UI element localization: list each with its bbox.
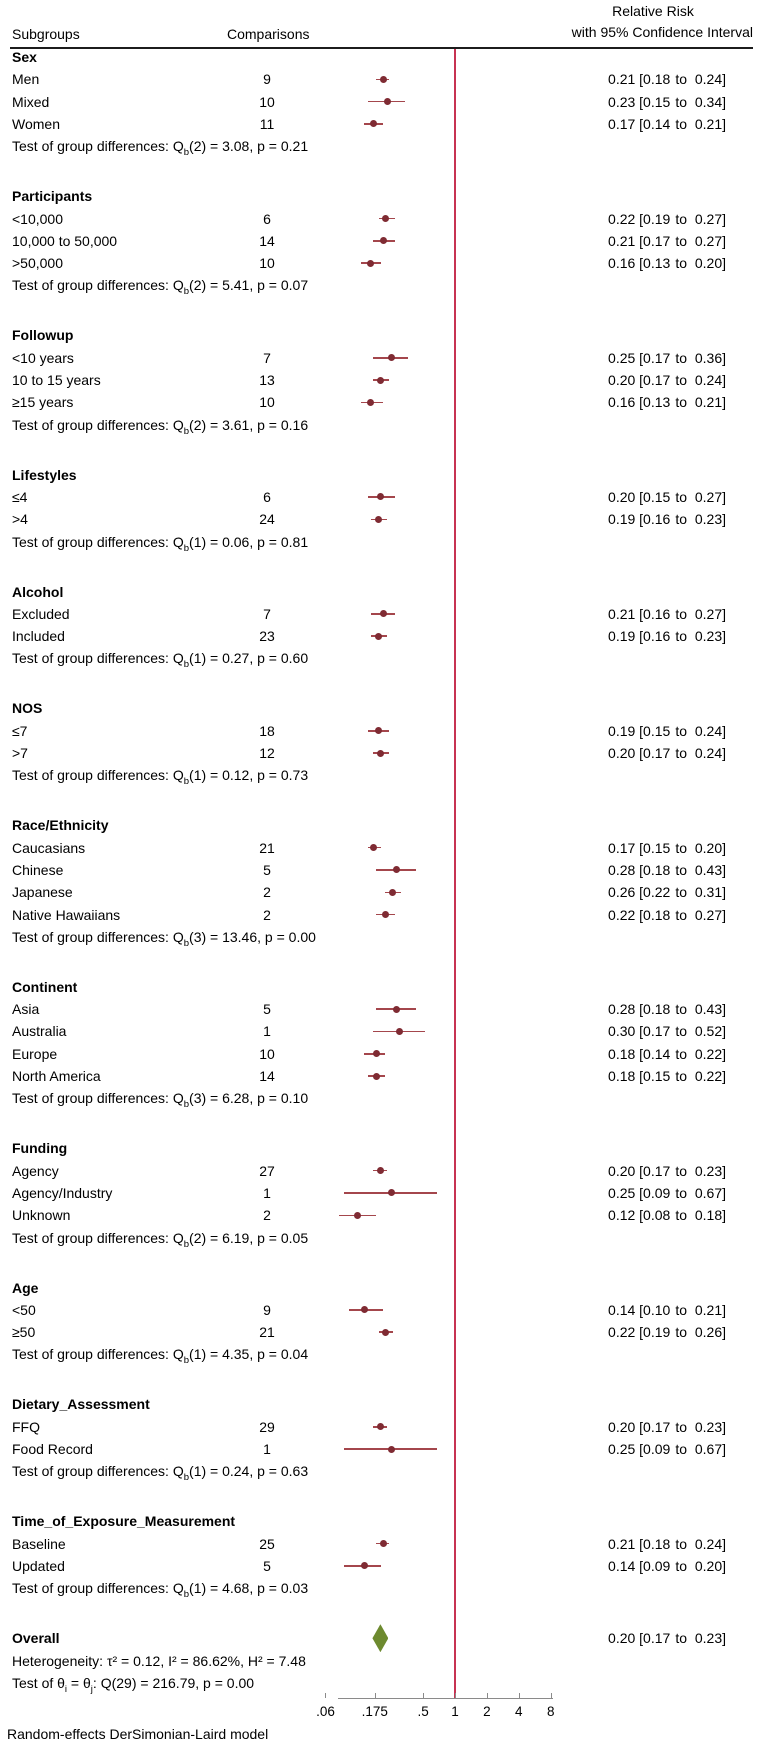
row-comparisons-count: 7 bbox=[263, 605, 271, 622]
point-estimate-marker bbox=[377, 377, 384, 384]
section-header: Funding bbox=[12, 1140, 68, 1157]
forest-row bbox=[0, 1182, 760, 1204]
point-estimate-marker bbox=[382, 1329, 389, 1336]
axis-tick-label: 4 bbox=[515, 1704, 523, 1719]
row-label: <50 bbox=[12, 1301, 36, 1318]
group-difference-test-text: Test of group differences: $Q_b(1) = 4.68$, p = 0.03 bbox=[12, 1580, 309, 1600]
row-label: Caucasians bbox=[12, 839, 86, 856]
row-comparisons-count: 21 bbox=[259, 1324, 275, 1341]
row-comparisons-count: 5 bbox=[263, 861, 271, 878]
point-estimate-marker bbox=[388, 354, 395, 361]
row-comparisons-count: 29 bbox=[259, 1418, 275, 1435]
row-comparisons-count: 2 bbox=[263, 884, 271, 901]
axis-tick-label: .06 bbox=[316, 1704, 335, 1719]
axis-tick bbox=[519, 1693, 520, 1698]
forest-row bbox=[0, 252, 760, 274]
row-estimate-text: 0.21 [0.17 to 0.27] bbox=[608, 232, 726, 249]
forest-row bbox=[0, 68, 760, 90]
row-estimate-text: 0.17 [0.14 to 0.21] bbox=[608, 115, 726, 132]
group-difference-test-text: Test of group differences: $Q_b(1) = 0.12$, p = 0.73 bbox=[12, 767, 309, 788]
point-estimate-marker bbox=[354, 1212, 361, 1219]
row-comparisons-count: 21 bbox=[259, 839, 275, 856]
forest-row bbox=[0, 1627, 760, 1649]
forest-row bbox=[0, 647, 760, 669]
point-estimate-marker bbox=[375, 727, 382, 734]
section-header: Dietary_Assessment bbox=[12, 1396, 150, 1413]
section-header: Lifestyles bbox=[12, 466, 77, 483]
row-estimate-text: 0.16 [0.13 to 0.20] bbox=[608, 255, 726, 272]
row-label: Australia bbox=[12, 1023, 67, 1040]
forest-row bbox=[0, 837, 760, 859]
row-label: Agency bbox=[12, 1162, 59, 1179]
row-estimate-text: 0.17 [0.15 to 0.20] bbox=[608, 839, 726, 856]
forest-row bbox=[0, 1510, 760, 1532]
row-label: 10 to 15 years bbox=[12, 372, 101, 388]
forest-row bbox=[0, 1416, 760, 1438]
row-label: Mixed bbox=[12, 93, 50, 110]
row-estimate-text: 0.19 [0.16 to 0.23] bbox=[608, 511, 726, 528]
point-estimate-marker bbox=[382, 215, 389, 222]
row-comparisons-count: 2 bbox=[263, 906, 271, 923]
row-estimate-text: 0.20 [0.17 to 0.24] bbox=[608, 372, 726, 388]
row-label: <10 years bbox=[12, 349, 74, 366]
group-difference-test-text: Test of group differences: $Q_b(3) = 6.28$, p = 0.10 bbox=[12, 1090, 309, 1111]
row-estimate-text: 0.22 [0.19 to 0.27] bbox=[608, 210, 726, 227]
forest-row bbox=[0, 46, 760, 68]
row-comparisons-count: 27 bbox=[259, 1162, 275, 1179]
forest-row bbox=[0, 720, 760, 742]
point-estimate-marker bbox=[367, 399, 374, 406]
point-estimate-marker bbox=[384, 98, 391, 105]
forest-row bbox=[0, 1577, 760, 1599]
row-estimate-text: 0.25 [0.09 to 0.67] bbox=[608, 1184, 726, 1201]
row-estimate-text: 0.16 [0.13 to 0.21] bbox=[608, 394, 726, 411]
row-comparisons-count: 1 bbox=[263, 1184, 271, 1201]
forest-row bbox=[0, 1065, 760, 1087]
axis-tick bbox=[423, 1693, 424, 1698]
row-label: Included bbox=[12, 628, 65, 645]
forest-row bbox=[0, 347, 760, 369]
row-comparisons-count: 23 bbox=[259, 628, 275, 645]
row-label: 10,000 to 50,000 bbox=[12, 232, 118, 249]
forest-row bbox=[0, 185, 760, 207]
forest-row bbox=[0, 1533, 760, 1555]
axis-tick-label: .175 bbox=[361, 1704, 388, 1719]
forest-row bbox=[0, 486, 760, 508]
row-comparisons-count: 2 bbox=[263, 1207, 271, 1224]
column-header-subgroups: Subgroups bbox=[12, 26, 80, 42]
axis-tick bbox=[551, 1693, 552, 1698]
row-label: Chinese bbox=[12, 861, 64, 878]
row-comparisons-count: 9 bbox=[263, 71, 271, 88]
section-header: Continent bbox=[12, 978, 78, 995]
forest-row bbox=[0, 1321, 760, 1343]
point-estimate-marker bbox=[373, 1050, 380, 1057]
point-estimate-marker bbox=[367, 260, 374, 267]
point-estimate-marker bbox=[388, 1446, 395, 1453]
forest-row bbox=[0, 464, 760, 486]
forest-row bbox=[0, 1393, 760, 1415]
row-comparisons-count: 10 bbox=[259, 394, 275, 411]
row-estimate-text: 0.20 [0.17 to 0.23] bbox=[608, 1162, 726, 1179]
forest-row bbox=[0, 324, 760, 346]
forest-row bbox=[0, 1137, 760, 1159]
group-difference-test-text: Test of group differences: $Q_b(1) = 0.24$, p = 0.63 bbox=[12, 1463, 309, 1484]
point-estimate-marker bbox=[393, 1006, 400, 1013]
model-footnote: Random-effects DerSimonian-Laird model bbox=[7, 1726, 269, 1742]
point-estimate-marker bbox=[370, 120, 377, 127]
x-axis-line bbox=[338, 1698, 553, 1699]
row-estimate-text: 0.21 [0.18 to 0.24] bbox=[608, 1535, 726, 1552]
row-label: Asia bbox=[12, 1001, 40, 1018]
forest-row bbox=[0, 1650, 760, 1672]
axis-tick-label: 8 bbox=[546, 1704, 555, 1719]
forest-row bbox=[0, 208, 760, 230]
point-estimate-marker bbox=[389, 889, 396, 896]
point-estimate-marker bbox=[380, 237, 387, 244]
point-estimate-marker bbox=[380, 610, 387, 617]
group-difference-test-text: Test of group differences: $Q_b(1) = 0.27$, p = 0.60 bbox=[12, 650, 309, 671]
homogeneity-test-text: Test of $\theta_i = \theta_j$: Q(29) = 216.79, p = 0.00 bbox=[12, 1674, 255, 1695]
point-estimate-marker bbox=[377, 1167, 384, 1174]
row-label: Updated bbox=[12, 1557, 65, 1574]
row-comparisons-count: 5 bbox=[263, 1001, 271, 1018]
row-estimate-text: 0.14 [0.10 to 0.21] bbox=[608, 1301, 726, 1318]
axis-tick bbox=[325, 1693, 326, 1698]
row-label: North America bbox=[12, 1068, 101, 1084]
axis-tick-label: .5 bbox=[417, 1704, 429, 1719]
row-estimate-text: 0.22 [0.19 to 0.26] bbox=[608, 1324, 726, 1341]
heterogeneity-text: Heterogeneity: τ² = 0.12, I² = 86.62%, H² = 7.48 bbox=[12, 1652, 306, 1669]
row-estimate-text: 0.19 [0.16 to 0.23] bbox=[608, 628, 726, 645]
forest-row bbox=[0, 414, 760, 436]
group-difference-test-text: Test of group differences: $Q_b(3) = 13.46$, p = 0.00 bbox=[12, 928, 316, 949]
forest-row bbox=[0, 814, 760, 836]
row-comparisons-count: 13 bbox=[259, 372, 275, 388]
row-label: Baseline bbox=[12, 1535, 66, 1552]
row-comparisons-count: 12 bbox=[259, 745, 275, 761]
row-label: Europe bbox=[12, 1045, 58, 1062]
row-comparisons-count: 14 bbox=[259, 1068, 275, 1084]
row-estimate-text: 0.14 [0.09 to 0.20] bbox=[608, 1557, 726, 1574]
point-estimate-marker bbox=[361, 1562, 368, 1569]
row-comparisons-count: 6 bbox=[263, 210, 271, 227]
row-label: Agency/Industry bbox=[12, 1184, 113, 1201]
row-estimate-text: 0.28 [0.18 to 0.43] bbox=[608, 861, 726, 878]
point-estimate-marker bbox=[396, 1028, 403, 1035]
row-estimate-text: 0.21 [0.18 to 0.24] bbox=[608, 71, 726, 88]
row-comparisons-count: 25 bbox=[259, 1535, 275, 1552]
point-estimate-marker bbox=[375, 516, 382, 523]
row-label: <10,000 bbox=[12, 210, 63, 227]
row-comparisons-count: 14 bbox=[259, 232, 275, 249]
row-estimate-text: 0.21 [0.16 to 0.27] bbox=[608, 605, 726, 622]
forest-row bbox=[0, 1438, 760, 1460]
point-estimate-marker bbox=[373, 1073, 380, 1080]
section-header: NOS bbox=[12, 700, 43, 717]
forest-row bbox=[0, 531, 760, 553]
axis-tick-label: 1 bbox=[451, 1704, 459, 1719]
forest-row bbox=[0, 742, 760, 764]
forest-row bbox=[0, 508, 760, 530]
point-estimate-marker bbox=[377, 493, 384, 500]
row-comparisons-count: 5 bbox=[263, 1557, 271, 1574]
row-comparisons-count: 10 bbox=[259, 255, 275, 272]
forest-row bbox=[0, 581, 760, 603]
forest-row bbox=[0, 926, 760, 948]
row-comparisons-count: 1 bbox=[263, 1023, 271, 1040]
row-label: Men bbox=[12, 71, 40, 88]
row-label: >7 bbox=[12, 745, 28, 761]
forest-row bbox=[0, 1204, 760, 1226]
row-comparisons-count: 18 bbox=[259, 722, 275, 739]
overall-diamond bbox=[372, 1624, 388, 1652]
section-header: Participants bbox=[12, 188, 93, 205]
row-label: Native Hawaiians bbox=[12, 906, 121, 923]
row-comparisons-count: 24 bbox=[259, 511, 275, 528]
forest-row bbox=[0, 1277, 760, 1299]
row-comparisons-count: 6 bbox=[263, 488, 271, 505]
group-difference-test-text: Test of group differences: $Q_b(1) = 0.06$, p = 0.81 bbox=[12, 533, 309, 554]
overall-label: Overall bbox=[12, 1630, 60, 1647]
forest-row bbox=[0, 697, 760, 719]
row-comparisons-count: 11 bbox=[259, 115, 275, 132]
forest-row bbox=[0, 1555, 760, 1577]
forest-row bbox=[0, 881, 760, 903]
section-header: Race/Ethnicity bbox=[12, 817, 109, 834]
point-estimate-marker bbox=[377, 1423, 384, 1430]
forest-row bbox=[0, 904, 760, 926]
forest-row bbox=[0, 998, 760, 1020]
row-label: Food Record bbox=[12, 1441, 93, 1457]
group-difference-test-text: Test of group differences: $Q_b(2) = 3.08$, p = 0.21 bbox=[12, 138, 309, 158]
forest-row bbox=[0, 625, 760, 647]
forest-row bbox=[0, 1087, 760, 1109]
point-estimate-marker bbox=[380, 1540, 387, 1547]
group-difference-test-text: Test of group differences: $Q_b(2) = 5.41$, p = 0.07 bbox=[12, 277, 309, 298]
column-header-comparisons: Comparisons bbox=[227, 26, 310, 42]
row-comparisons-count: 9 bbox=[263, 1301, 271, 1318]
forest-row bbox=[0, 369, 760, 391]
row-estimate-text: 0.28 [0.18 to 0.43] bbox=[608, 1001, 726, 1018]
section-header: Alcohol bbox=[12, 583, 64, 600]
row-estimate-text: 0.20 [0.15 to 0.27] bbox=[608, 488, 726, 505]
row-label: FFQ bbox=[12, 1418, 40, 1435]
forest-row bbox=[0, 91, 760, 113]
section-header: Time_of_Exposure_Measurement bbox=[12, 1513, 236, 1530]
row-estimate-text: 0.25 [0.17 to 0.36] bbox=[608, 349, 726, 366]
forest-row bbox=[0, 1020, 760, 1042]
forest-row bbox=[0, 230, 760, 252]
point-estimate-marker bbox=[388, 1189, 395, 1196]
row-estimate-text: 0.19 [0.15 to 0.24] bbox=[608, 722, 726, 739]
forest-row bbox=[0, 1299, 760, 1321]
row-label: >50,000 bbox=[12, 255, 63, 272]
point-estimate-marker bbox=[393, 866, 400, 873]
row-estimate-text: 0.25 [0.09 to 0.67] bbox=[608, 1441, 726, 1457]
row-estimate-text: 0.20 [0.17 to 0.23] bbox=[608, 1630, 726, 1647]
row-comparisons-count: 10 bbox=[259, 93, 275, 110]
section-header: Sex bbox=[12, 49, 37, 65]
row-estimate-text: 0.26 [0.22 to 0.31] bbox=[608, 884, 726, 901]
effect-header-line2: with 95% Confidence Interval bbox=[571, 24, 753, 40]
point-estimate-marker bbox=[377, 750, 384, 757]
section-header: Age bbox=[12, 1279, 39, 1296]
row-comparisons-count: 1 bbox=[263, 1441, 271, 1457]
row-label: Unknown bbox=[12, 1207, 71, 1224]
row-comparisons-count: 7 bbox=[263, 349, 271, 366]
forest-row bbox=[0, 1343, 760, 1365]
row-label: Japanese bbox=[12, 884, 73, 901]
row-label: Women bbox=[12, 115, 60, 132]
group-difference-test-text: Test of group differences: $Q_b(1) = 4.35$, p = 0.04 bbox=[12, 1346, 309, 1367]
forest-row bbox=[0, 603, 760, 625]
row-label: ≤7 bbox=[12, 722, 28, 739]
row-estimate-text: 0.18 [0.15 to 0.22] bbox=[608, 1068, 726, 1084]
forest-row bbox=[0, 1460, 760, 1482]
forest-row bbox=[0, 1227, 760, 1249]
row-estimate-text: 0.23 [0.15 to 0.34] bbox=[608, 93, 726, 110]
axis-tick bbox=[487, 1693, 488, 1698]
section-header: Followup bbox=[12, 327, 74, 344]
row-comparisons-count: 10 bbox=[259, 1045, 275, 1062]
effect-header-line1: Relative Risk bbox=[612, 3, 694, 19]
forest-row bbox=[0, 1160, 760, 1182]
row-label: ≥50 bbox=[12, 1324, 36, 1341]
point-estimate-marker bbox=[361, 1306, 368, 1313]
forest-row bbox=[0, 391, 760, 413]
row-label: ≤4 bbox=[12, 488, 28, 505]
row-estimate-text: 0.12 [0.08 to 0.18] bbox=[608, 1207, 726, 1224]
group-difference-test-text: Test of group differences: $Q_b(2) = 6.19$, p = 0.05 bbox=[12, 1229, 309, 1250]
point-estimate-marker bbox=[380, 76, 387, 83]
forest-row bbox=[0, 764, 760, 786]
forest-row bbox=[0, 113, 760, 135]
forest-row bbox=[0, 859, 760, 881]
point-estimate-marker bbox=[375, 633, 382, 640]
group-difference-test-text: Test of group differences: $Q_b(2) = 3.61$, p = 0.16 bbox=[12, 416, 309, 437]
row-estimate-text: 0.20 [0.17 to 0.24] bbox=[608, 745, 726, 761]
forest-row bbox=[0, 135, 760, 157]
forest-row bbox=[0, 1672, 760, 1694]
row-label: >4 bbox=[12, 511, 28, 528]
row-estimate-text: 0.22 [0.18 to 0.27] bbox=[608, 906, 726, 923]
forest-row bbox=[0, 1043, 760, 1065]
forest-row bbox=[0, 976, 760, 998]
point-estimate-marker bbox=[382, 911, 389, 918]
forest-row bbox=[0, 274, 760, 296]
row-estimate-text: 0.30 [0.17 to 0.52] bbox=[608, 1023, 726, 1040]
axis-tick-label: 2 bbox=[483, 1704, 491, 1719]
axis-tick bbox=[455, 1693, 456, 1698]
row-estimate-text: 0.18 [0.14 to 0.22] bbox=[608, 1045, 726, 1062]
row-estimate-text: 0.20 [0.17 to 0.23] bbox=[608, 1418, 726, 1435]
point-estimate-marker bbox=[370, 844, 377, 851]
row-label: ≥15 years bbox=[12, 394, 74, 411]
row-label: Excluded bbox=[12, 605, 70, 622]
axis-tick bbox=[375, 1693, 376, 1698]
